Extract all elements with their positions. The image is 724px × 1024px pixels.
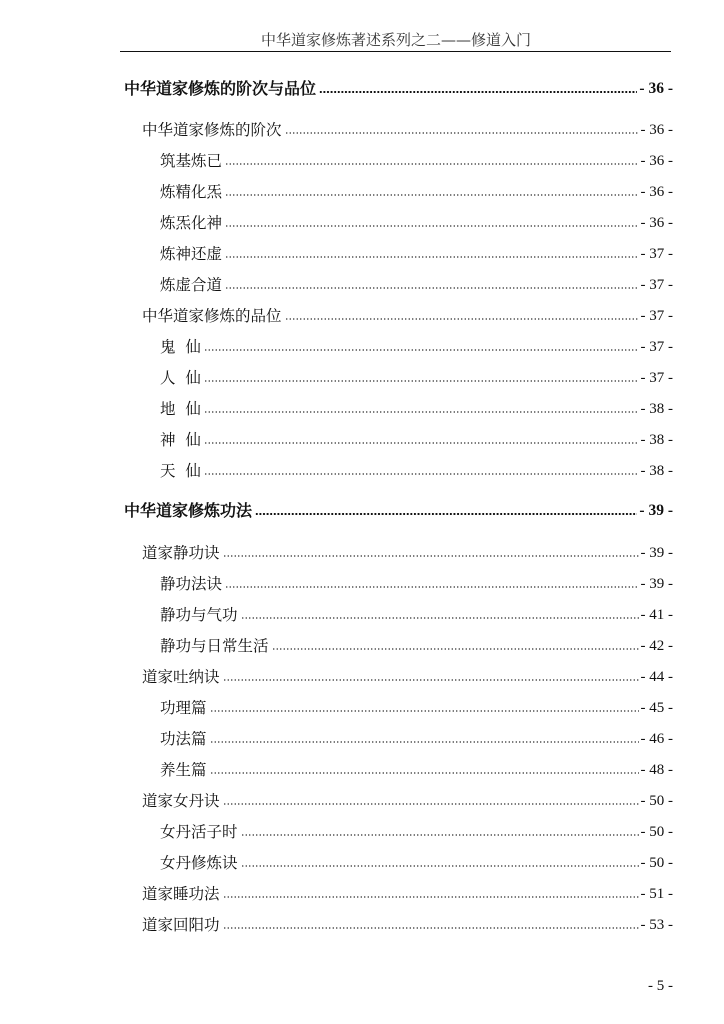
toc-entry-page: - 38 - [640,463,673,479]
toc-entry-page: - 36 - [640,122,673,138]
toc-entry-page: - 41 - [640,607,673,623]
dot-leader [285,130,639,136]
toc-entry-title: 道家静功诀 [142,544,220,562]
toc-entry-page: - 50 - [640,824,673,840]
toc-entry-title: 静功与日常生活 [160,637,269,655]
toc-entry-title: 天 仙 [160,462,201,480]
toc-entry-title: 功理篇 [160,699,207,717]
toc-entry-title: 养生篇 [160,761,207,779]
dot-leader [225,584,638,590]
toc-entry[interactable] [160,336,673,358]
toc-entry-page: - 36 - [640,184,673,200]
toc-entry[interactable] [142,914,673,936]
toc-entry-page: - 50 - [640,855,673,871]
toc-entry-title: 中华道家修炼功法 [124,501,253,520]
dot-leader [223,553,639,559]
toc-entry[interactable] [160,728,673,750]
dot-leader [223,677,639,683]
toc-entry-page: - 44 - [640,669,673,685]
dot-leader [255,511,637,517]
toc-entry[interactable] [160,367,673,389]
toc-entry-page: - 48 - [640,762,673,778]
toc-entry[interactable] [124,78,673,100]
dot-leader [225,254,638,260]
toc-entry[interactable] [160,243,673,265]
toc-entry-title: 静功法诀 [160,575,223,593]
toc-entry-page: - 39 - [640,545,673,561]
toc-entry-page: - 45 - [640,700,673,716]
dot-leader [204,471,639,477]
dot-leader [204,409,639,415]
toc-entry[interactable] [160,604,673,626]
dot-leader [225,223,638,229]
dot-leader [241,615,639,621]
toc-entry-page: - 42 - [640,638,673,654]
toc-entry-title: 中华道家修炼的品位 [142,307,282,325]
toc-entry-page: - 39 - [639,502,673,519]
toc-entry[interactable] [160,852,673,874]
toc-entry-title: 道家回阳功 [142,916,220,934]
toc-entry[interactable] [142,542,673,564]
dot-leader [319,89,637,95]
dot-leader [225,161,638,167]
toc-entry[interactable] [160,398,673,420]
toc-entry[interactable] [142,883,673,905]
toc-entry-page: - 37 - [640,308,673,324]
toc-entry-title: 神 仙 [160,431,201,449]
toc-entry-page: - 50 - [640,793,673,809]
dot-leader [272,646,639,652]
toc-entry[interactable] [160,821,673,843]
toc-entry-page: - 53 - [640,917,673,933]
toc-entry[interactable] [160,759,673,781]
toc-entry-title: 功法篇 [160,730,207,748]
toc-entry[interactable] [160,181,673,203]
toc-entry-title: 炼精化炁 [160,183,223,201]
toc-entry[interactable] [124,500,673,522]
toc-entry-page: - 46 - [640,731,673,747]
toc-entry-page: - 38 - [640,401,673,417]
toc-entry-title: 炼炁化神 [160,214,223,232]
toc-entry-page: - 36 - [640,215,673,231]
dot-leader [241,832,639,838]
toc-entry-title: 人 仙 [160,369,201,387]
dot-leader [223,894,639,900]
toc-entry[interactable] [160,635,673,657]
toc-entry[interactable] [142,119,673,141]
toc-entry[interactable] [142,305,673,327]
toc-entry-page: - 38 - [640,432,673,448]
toc-entry-page: - 37 - [640,339,673,355]
toc-entry-title: 中华道家修炼的阶次 [142,121,282,139]
dot-leader [285,316,639,322]
toc-entry-title: 道家吐纳诀 [142,668,220,686]
toc-entry-page: - 37 - [640,370,673,386]
dot-leader [204,440,639,446]
running-header: 中华道家修炼著述系列之二——修道入门 [260,31,531,49]
toc-entry-title: 鬼 仙 [160,338,201,356]
dot-leader [204,347,639,353]
toc-entry[interactable] [142,790,673,812]
toc-entry[interactable] [160,460,673,482]
dot-leader [223,801,639,807]
toc-entry[interactable] [160,697,673,719]
toc-entry[interactable] [160,150,673,172]
toc-entry-page: - 37 - [640,277,673,293]
dot-leader [210,770,639,776]
toc-entry[interactable] [160,429,673,451]
dot-leader [210,708,639,714]
toc-entry[interactable] [160,274,673,296]
toc-entry-title: 炼神还虚 [160,245,223,263]
toc-entry[interactable] [160,212,673,234]
toc-entry[interactable] [160,573,673,595]
toc-entry-title: 筑基炼已 [160,152,223,170]
dot-leader [225,285,638,291]
toc-entry-page: - 51 - [640,886,673,902]
dot-leader [225,192,638,198]
toc-entry-title: 道家睡功法 [142,885,220,903]
toc-entry-title: 地 仙 [160,400,201,418]
toc-entry-title: 女丹修炼诀 [160,854,238,872]
toc-entry-title: 炼虚合道 [160,276,223,294]
toc-entry-page: - 39 - [640,576,673,592]
toc-entry-title: 中华道家修炼的阶次与品位 [124,79,317,98]
toc-entry-title: 静功与气功 [160,606,238,624]
page-number: - 5 - [648,978,673,994]
dot-leader [223,925,639,931]
toc-entry-page: - 37 - [640,246,673,262]
toc-entry-page: - 36 - [640,153,673,169]
toc-entry[interactable] [142,666,673,688]
dot-leader [241,863,639,869]
toc-entry-page: - 36 - [639,80,673,97]
dot-leader [204,378,639,384]
toc-entry-title: 女丹活子时 [160,823,238,841]
dot-leader [210,739,639,745]
toc-entry-title: 道家女丹诀 [142,792,220,810]
